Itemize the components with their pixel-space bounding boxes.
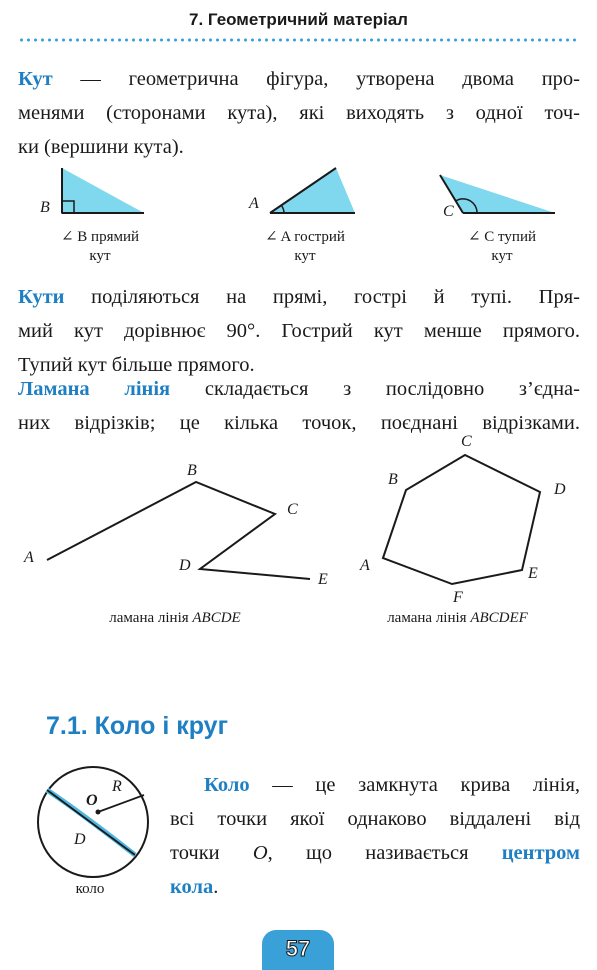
polyline-closed-figure [383, 455, 540, 584]
point-label: D [554, 481, 566, 498]
angle-types-text [18, 280, 580, 382]
keyword-angles: Кути [18, 286, 65, 308]
point-label: A [24, 549, 34, 566]
point-label: F [453, 589, 463, 606]
diameter-label: D [74, 831, 86, 848]
keyword-of-circle: кола [170, 876, 214, 898]
section-header: 7. Геометричний матеріал [189, 10, 408, 29]
point-o: O [252, 842, 268, 864]
center-label: O [86, 792, 98, 809]
caption-right-angle [40, 228, 160, 266]
caption-polyline-open [70, 609, 280, 628]
caption-line: ∠ A гострий [265, 229, 345, 245]
caption-text: ламана лінія [387, 610, 471, 626]
caption-circle: коло [75, 881, 105, 897]
section-title: 7.1. Коло і круг [46, 712, 228, 740]
caption-line: ∠ C тупий [467, 229, 536, 245]
point-label: D [179, 557, 191, 574]
text: мий кут дорівнює 90°. Гострий кут менше прямого. [18, 320, 580, 342]
point-label: B [388, 471, 398, 488]
circle-figure [38, 767, 148, 877]
point-label: C [461, 433, 472, 450]
text: ки (вершини кута). [18, 136, 184, 158]
text: складається з послідовно з’єдна- [170, 378, 580, 400]
radius-label: R [112, 778, 122, 795]
obtuse-angle-figure [440, 175, 555, 213]
text: . [213, 876, 219, 898]
text: всі точки якої однаково віддалені від [170, 808, 580, 830]
caption-name: ABCDEF [470, 610, 528, 626]
caption-line: кут [491, 248, 513, 264]
caption-line: кут [89, 248, 111, 264]
text: точки [170, 842, 253, 864]
vertex-label-a: A [249, 195, 259, 212]
keyword-angle: Кут [18, 68, 53, 90]
point-label: E [318, 571, 328, 588]
definition-circle [170, 768, 580, 904]
text: Тупий кут більше прямого. [18, 354, 255, 376]
right-angle-figure [62, 168, 144, 213]
point-label: C [287, 501, 298, 518]
caption-line: кут [294, 248, 316, 264]
keyword-polyline: Ламана лінія [18, 378, 171, 400]
keyword-circle: Коло [204, 774, 250, 796]
caption-line: ∠ B прямий [60, 229, 140, 245]
keyword-center: центром [501, 842, 580, 864]
text: поділяються на прямі, гострі й тупі. Пря- [64, 286, 580, 308]
caption-polyline-closed [350, 609, 565, 628]
caption-obtuse-angle [442, 228, 562, 266]
point-label: B [187, 462, 197, 479]
point-label: E [528, 565, 538, 582]
acute-angle-figure [270, 168, 355, 213]
caption-name: ABCDE [192, 610, 241, 626]
text: менями (сторонами кута), які виходять з одної точ- [18, 102, 580, 124]
page-number: 57 [285, 936, 311, 961]
point-label: A [360, 557, 370, 574]
text: — це замкнута крива лінія, [249, 774, 580, 796]
vertex-label-c: C [443, 203, 454, 220]
vertex-label-b: B [40, 199, 50, 216]
caption-text: ламана лінія [109, 610, 193, 626]
text: них відрізків; це кілька точок, поєднані відрізками. [18, 412, 580, 434]
definition-polyline [18, 372, 580, 440]
caption-acute-angle [245, 228, 365, 266]
text: , що називається [267, 842, 502, 864]
text: — геометрична фігура, утворена двома про- [52, 68, 580, 90]
